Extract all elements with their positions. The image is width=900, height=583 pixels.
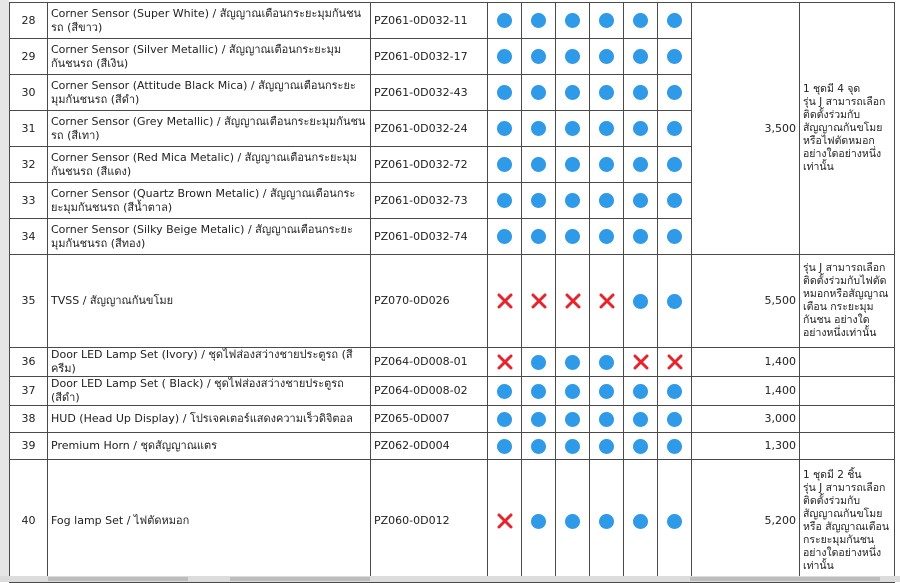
row-number: 36	[10, 348, 48, 377]
row-number: 35	[10, 255, 48, 348]
availability-cell	[556, 39, 590, 75]
part-number: PZ064-0D008-01	[371, 348, 488, 377]
available-dot-icon	[633, 85, 648, 100]
availability-cell	[488, 219, 522, 255]
item-description: Fog lamp Set / ไฟตัดหมอก	[48, 460, 371, 583]
available-dot-icon	[497, 412, 512, 427]
available-dot-icon	[633, 121, 648, 136]
table-row	[10, 377, 895, 406]
available-dot-icon	[599, 439, 614, 454]
availability-cell	[488, 39, 522, 75]
row-number: 39	[10, 433, 48, 460]
availability-cell	[522, 219, 556, 255]
bottom-segment	[48, 577, 188, 581]
remark-fog-lamp	[800, 460, 895, 583]
item-description: TVSS / สัญญาณกันขโมย	[48, 255, 371, 348]
table-row	[10, 3, 895, 39]
available-dot-icon	[497, 157, 512, 172]
available-dot-icon	[667, 85, 682, 100]
not-available-cross-icon	[599, 293, 615, 309]
available-dot-icon	[565, 193, 580, 208]
available-dot-icon	[531, 514, 546, 529]
item-description: Door LED Lamp Set (Ivory) / ชุดไฟส่องสว่างชายประตูรถ (สีครีม)	[48, 348, 371, 377]
row-number: 40	[10, 460, 48, 583]
bottom-segment	[230, 577, 370, 581]
not-available-cross-icon	[565, 293, 581, 309]
remark-empty	[800, 377, 895, 406]
availability-cell	[556, 147, 590, 183]
available-dot-icon	[667, 514, 682, 529]
not-available-cross-icon	[667, 354, 683, 370]
available-dot-icon	[531, 121, 546, 136]
row-number: 34	[10, 219, 48, 255]
item-description: Corner Sensor (Super White) / สัญญาณเตือนกระยะมุมกันชนรถ (สีขาว)	[48, 3, 371, 39]
available-dot-icon	[565, 412, 580, 427]
availability-cell	[658, 377, 692, 406]
available-dot-icon	[565, 157, 580, 172]
available-dot-icon	[565, 49, 580, 64]
price-hud: 3,000	[692, 406, 800, 433]
row-number: 31	[10, 111, 48, 147]
part-number: PZ061-0D032-73	[371, 183, 488, 219]
part-number: PZ070-0D026	[371, 255, 488, 348]
remark-empty	[800, 348, 895, 377]
availability-cell	[624, 433, 658, 460]
availability-cell	[590, 219, 624, 255]
availability-cell	[658, 75, 692, 111]
available-dot-icon	[633, 229, 648, 244]
available-dot-icon	[565, 85, 580, 100]
availability-cell	[522, 183, 556, 219]
row-number: 30	[10, 75, 48, 111]
availability-cell	[624, 219, 658, 255]
available-dot-icon	[531, 49, 546, 64]
remark-empty	[800, 406, 895, 433]
availability-cell	[556, 183, 590, 219]
availability-cell	[488, 377, 522, 406]
price-premium-horn: 1,300	[692, 433, 800, 460]
not-available-cross-icon	[497, 354, 513, 370]
available-dot-icon	[531, 439, 546, 454]
item-description: Corner Sensor (Silver Metallic) / สัญญาณเตือนกระยะมุมกันชนรถ (สีเงิน)	[48, 39, 371, 75]
item-description: Corner Sensor (Red Mica Metalic) / สัญญาณเตือนกระยะมุมกันชนรถ (สีแดง)	[48, 147, 371, 183]
remark-empty	[800, 433, 895, 460]
availability-cell	[590, 147, 624, 183]
availability-cell	[658, 219, 692, 255]
availability-cell	[624, 183, 658, 219]
item-description: Corner Sensor (Attitude Black Mica) / สัญญาณเตือนกระยะมุมกันชนรถ (สีดำ)	[48, 75, 371, 111]
available-dot-icon	[667, 157, 682, 172]
availability-cell	[522, 3, 556, 39]
available-dot-icon	[667, 49, 682, 64]
availability-cell	[556, 377, 590, 406]
available-dot-icon	[667, 13, 682, 28]
price-fog-lamp: 5,200	[692, 460, 800, 583]
availability-cell	[522, 75, 556, 111]
availability-cell	[590, 3, 624, 39]
available-dot-icon	[497, 85, 512, 100]
available-dot-icon	[633, 193, 648, 208]
remark-text: 1 ชุดมี 2 ชิ้น รุ่น J สามารถเลือกติดตั้งร่วมกับสัญญาณกันขโมยหรือ สัญญาณเตือนกระยะมุมกันชนอย่างใดอย่างหนึ่งเท่านั้น	[803, 469, 890, 572]
availability-cell	[658, 255, 692, 348]
availability-cell	[522, 433, 556, 460]
part-number: PZ061-0D032-24	[371, 111, 488, 147]
row-number: 28	[10, 3, 48, 39]
available-dot-icon	[531, 412, 546, 427]
remark-corner-sensor	[800, 3, 895, 255]
availability-cell	[590, 406, 624, 433]
availability-cell	[522, 111, 556, 147]
available-dot-icon	[497, 439, 512, 454]
part-number: PZ061-0D032-11	[371, 3, 488, 39]
available-dot-icon	[531, 85, 546, 100]
available-dot-icon	[497, 121, 512, 136]
available-dot-icon	[565, 514, 580, 529]
available-dot-icon	[599, 514, 614, 529]
available-dot-icon	[599, 193, 614, 208]
availability-cell	[590, 433, 624, 460]
accessory-price-table	[9, 2, 895, 583]
available-dot-icon	[565, 355, 580, 370]
part-number: PZ061-0D032-17	[371, 39, 488, 75]
availability-cell	[556, 348, 590, 377]
available-dot-icon	[633, 49, 648, 64]
availability-cell	[556, 433, 590, 460]
table-row	[10, 255, 895, 348]
table-row	[10, 433, 895, 460]
available-dot-icon	[599, 412, 614, 427]
available-dot-icon	[667, 193, 682, 208]
available-dot-icon	[531, 384, 546, 399]
availability-cell	[624, 460, 658, 583]
item-description: Corner Sensor (Silky Beige Metalic) / สัญญาณเตือนกระยะมุมกันชนรถ (สีทอง)	[48, 219, 371, 255]
part-number: PZ061-0D032-43	[371, 75, 488, 111]
available-dot-icon	[667, 384, 682, 399]
availability-cell	[658, 460, 692, 583]
available-dot-icon	[633, 514, 648, 529]
availability-cell	[590, 183, 624, 219]
price-corner-sensor: 3,500	[692, 3, 800, 255]
available-dot-icon	[531, 13, 546, 28]
available-dot-icon	[497, 193, 512, 208]
availability-cell	[522, 406, 556, 433]
available-dot-icon	[531, 355, 546, 370]
item-description: Corner Sensor (Grey Metallic) / สัญญาณเตือนกระยะมุมกันชนรถ (สีเทา)	[48, 111, 371, 147]
table-row	[10, 460, 895, 583]
remark-text: 1 ชุดมี 4 จุด รุ่น J สามารถเลือกติดตั้งร่วมกับสัญญาณกันขโมยหรือไฟตัดหมอกอย่างใดอย่างหนึ่งเท่านั้น	[803, 83, 886, 173]
available-dot-icon	[599, 157, 614, 172]
availability-cell	[624, 75, 658, 111]
availability-cell	[658, 39, 692, 75]
price-door-led-black: 1,400	[692, 377, 800, 406]
not-available-cross-icon	[531, 293, 547, 309]
available-dot-icon	[497, 384, 512, 399]
available-dot-icon	[531, 229, 546, 244]
availability-cell	[488, 183, 522, 219]
availability-cell	[658, 348, 692, 377]
available-dot-icon	[633, 412, 648, 427]
availability-cell	[522, 377, 556, 406]
remark-tvss	[800, 255, 895, 348]
available-dot-icon	[599, 355, 614, 370]
availability-cell	[624, 147, 658, 183]
part-number: PZ065-0D007	[371, 406, 488, 433]
price-door-led-ivory: 1,400	[692, 348, 800, 377]
available-dot-icon	[531, 157, 546, 172]
available-dot-icon	[599, 13, 614, 28]
availability-cell	[556, 111, 590, 147]
availability-cell	[624, 111, 658, 147]
item-description: Premium Horn / ชุดสัญญาณแตร	[48, 433, 371, 460]
availability-cell	[590, 377, 624, 406]
available-dot-icon	[599, 121, 614, 136]
available-dot-icon	[667, 294, 682, 309]
bottom-segment	[690, 577, 880, 581]
available-dot-icon	[599, 384, 614, 399]
part-number: PZ061-0D032-72	[371, 147, 488, 183]
availability-cell	[522, 460, 556, 583]
availability-cell	[556, 460, 590, 583]
availability-cell	[488, 111, 522, 147]
availability-cell	[658, 406, 692, 433]
availability-cell	[624, 39, 658, 75]
availability-cell	[624, 348, 658, 377]
available-dot-icon	[497, 13, 512, 28]
availability-cell	[624, 3, 658, 39]
part-number: PZ062-0D004	[371, 433, 488, 460]
availability-cell	[488, 433, 522, 460]
remark-text: รุ่น J สามารถเลือกติดตั้งร่วมกับไฟตัดหมอกหรือสัญญาณเตือน กระยะมุมกันชน อย่างใดอย่างหนึ่งเท่านั้น	[803, 262, 889, 339]
available-dot-icon	[667, 439, 682, 454]
available-dot-icon	[599, 229, 614, 244]
item-description: Door LED Lamp Set ( Black) / ชุดไฟส่องสว่างชายประตูรถ (สีดำ)	[48, 377, 371, 406]
availability-cell	[488, 348, 522, 377]
left-margin	[0, 0, 9, 582]
not-available-cross-icon	[497, 293, 513, 309]
availability-cell	[658, 433, 692, 460]
available-dot-icon	[633, 439, 648, 454]
row-number: 37	[10, 377, 48, 406]
row-number: 29	[10, 39, 48, 75]
available-dot-icon	[531, 193, 546, 208]
availability-cell	[488, 3, 522, 39]
availability-cell	[488, 147, 522, 183]
available-dot-icon	[497, 49, 512, 64]
not-available-cross-icon	[497, 513, 513, 529]
availability-cell	[556, 75, 590, 111]
row-number: 32	[10, 147, 48, 183]
available-dot-icon	[667, 121, 682, 136]
availability-cell	[556, 3, 590, 39]
availability-cell	[658, 111, 692, 147]
availability-cell	[590, 460, 624, 583]
table-row	[10, 348, 895, 377]
availability-cell	[488, 255, 522, 348]
available-dot-icon	[565, 13, 580, 28]
table-row	[10, 406, 895, 433]
availability-cell	[590, 75, 624, 111]
availability-cell	[488, 460, 522, 583]
part-number: PZ061-0D032-74	[371, 219, 488, 255]
available-dot-icon	[565, 384, 580, 399]
availability-cell	[624, 406, 658, 433]
available-dot-icon	[667, 412, 682, 427]
availability-cell	[522, 39, 556, 75]
availability-cell	[590, 255, 624, 348]
available-dot-icon	[497, 229, 512, 244]
part-number: PZ064-0D008-02	[371, 377, 488, 406]
availability-cell	[590, 111, 624, 147]
availability-cell	[556, 406, 590, 433]
availability-cell	[556, 255, 590, 348]
available-dot-icon	[667, 229, 682, 244]
price-tvss: 5,500	[692, 255, 800, 348]
availability-cell	[590, 348, 624, 377]
availability-cell	[488, 406, 522, 433]
not-available-cross-icon	[633, 354, 649, 370]
available-dot-icon	[633, 384, 648, 399]
available-dot-icon	[565, 229, 580, 244]
available-dot-icon	[599, 49, 614, 64]
availability-cell	[522, 255, 556, 348]
available-dot-icon	[633, 294, 648, 309]
availability-cell	[624, 255, 658, 348]
availability-cell	[624, 377, 658, 406]
availability-cell	[658, 147, 692, 183]
availability-cell	[556, 219, 590, 255]
available-dot-icon	[633, 157, 648, 172]
availability-cell	[658, 183, 692, 219]
available-dot-icon	[565, 439, 580, 454]
item-description: HUD (Head Up Display) / โปรเจคเตอร์แสดงความเร็วดิจิตอล	[48, 406, 371, 433]
available-dot-icon	[633, 13, 648, 28]
availability-cell	[488, 75, 522, 111]
item-description: Corner Sensor (Quartz Brown Metalic) / สัญญาณเตือนกระยะมุมกันชนรถ (สีน้ำตาล)	[48, 183, 371, 219]
row-number: 38	[10, 406, 48, 433]
part-number: PZ060-0D012	[371, 460, 488, 583]
availability-cell	[590, 39, 624, 75]
row-number: 33	[10, 183, 48, 219]
availability-cell	[522, 147, 556, 183]
available-dot-icon	[599, 85, 614, 100]
available-dot-icon	[565, 121, 580, 136]
availability-cell	[658, 3, 692, 39]
availability-cell	[522, 348, 556, 377]
